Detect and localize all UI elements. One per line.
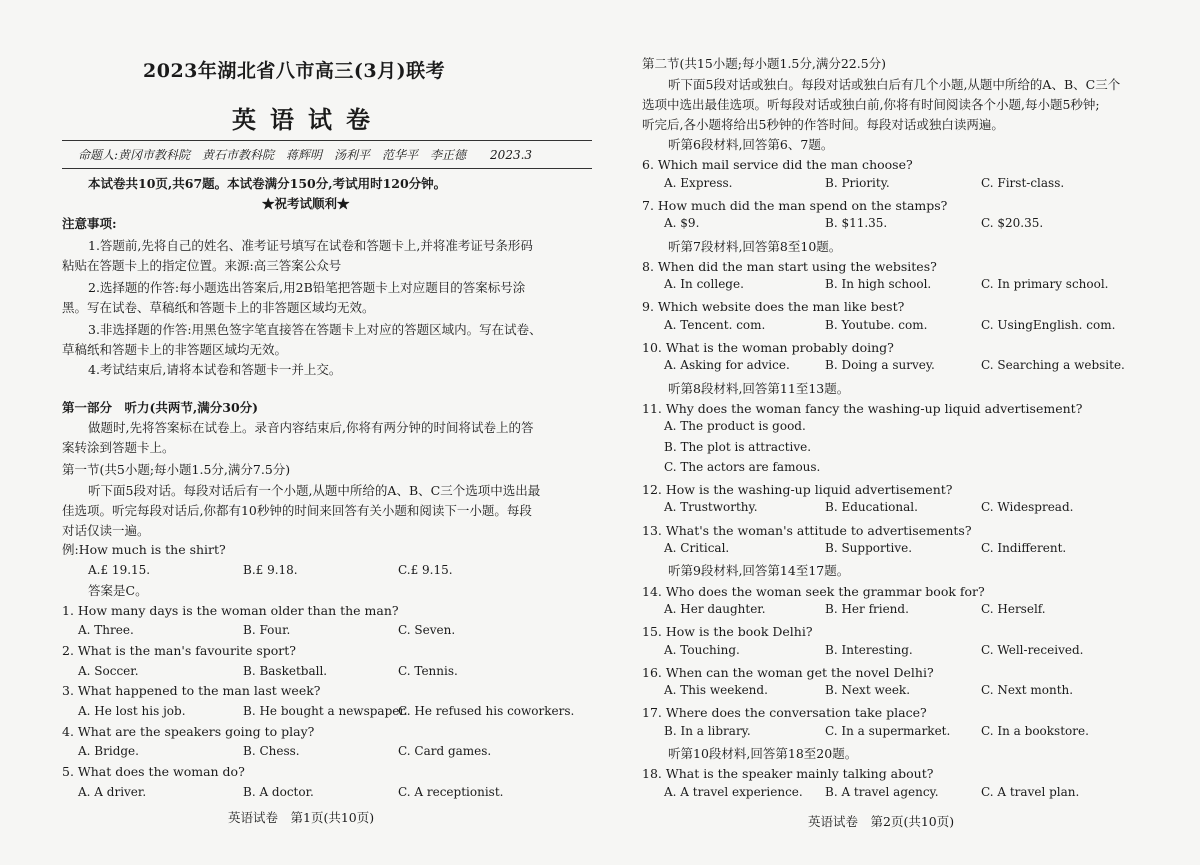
option-b: B. Supportive. (825, 541, 913, 555)
material-heading: 听第9段材料,回答第14至17题。 (668, 563, 850, 578)
right-page (620, 0, 1200, 865)
notes-heading: 注意事项: (62, 216, 117, 231)
q3-option-a: A. He lost his job. (78, 704, 186, 718)
q1-option-c: C. Seven. (398, 623, 456, 637)
example-option-a: A.£ 19.15. (88, 563, 151, 577)
option-c: C. Searching a website. (981, 358, 1125, 372)
section1-intro: 佳选项。听完每段对话后,你都有10秒钟的时间来回答有关小题和阅读下一小题。每段 (62, 503, 532, 518)
question: 16. When can the woman get the novel Delhi? (642, 665, 934, 680)
option-a: A. Her daughter. (664, 602, 766, 616)
option-a: A. Trustworthy. (664, 500, 758, 514)
section2-intro: 选项中选出最佳选项。听每段对话或独白前,你将有时间阅读各个小题,每小题5秒钟; (642, 97, 1100, 112)
option-a: A. Express. (664, 176, 733, 190)
q4-option-b: B. Chess. (243, 744, 300, 758)
option-b: B. Youtube. com. (825, 318, 928, 332)
section2-intro: 听下面5段对话或独白。每段对话或独白后有几个小题,从题中所给的A、B、C三个 (668, 77, 1121, 92)
option-b: B. In high school. (825, 277, 932, 291)
option-c: C. UsingEnglish. com. (981, 318, 1116, 332)
option-a: A. Asking for advice. (664, 358, 790, 372)
option-b: B. Her friend. (825, 602, 909, 616)
material-heading: 听第7段材料,回答第8至10题。 (668, 239, 842, 254)
q5-option-a: A. A driver. (78, 785, 147, 799)
example-question: 例:How much is the shirt? (62, 542, 226, 557)
question: 14. Who does the woman seek the grammar book for? (642, 584, 985, 599)
option-c: C. Next month. (981, 683, 1074, 697)
option-b: B. Interesting. (825, 643, 913, 657)
exam-info: 本试卷共10页,共67题。本试卷满分150分,考试用时120分钟。 (88, 176, 447, 191)
question-4: 4. What are the speakers going to play? (62, 724, 315, 739)
q1-option-a: A. Three. (78, 623, 134, 637)
section2-intro: 听完后,各小题将给出5秒钟的作答时间。每段对话或独白读两遍。 (642, 117, 1004, 132)
question: 10. What is the woman probably doing? (642, 340, 894, 355)
part1-intro: 案转涂到答题卡上。 (62, 440, 175, 455)
question: 11. Why does the woman fancy the washing-up liquid advertisement? (642, 401, 1083, 416)
option-c: C. $20.35. (981, 216, 1044, 230)
q4-option-a: A. Bridge. (78, 744, 139, 758)
option-a: A. In college. (664, 277, 744, 291)
example-option-c: C.£ 9.15. (398, 563, 453, 577)
section2-heading: 第二节(共15小题;每小题1.5分,满分22.5分) (642, 56, 887, 71)
question: 12. How is the washing-up liquid advertisement? (642, 482, 953, 497)
page-footer: 英语试卷 第1页(共10页) (228, 810, 375, 825)
option-c: C. In primary school. (981, 277, 1109, 291)
question-5: 5. What does the woman do? (62, 764, 245, 779)
section1-intro: 对话仅读一遍。 (62, 523, 150, 538)
option-line: A. The product is good. (664, 419, 806, 433)
subject-title: 英语试卷 (232, 105, 384, 134)
question: 15. How is the book Delhi? (642, 624, 813, 639)
option-c: C. Herself. (981, 602, 1046, 616)
option-a: A. Critical. (664, 541, 730, 555)
material-heading: 听第10段材料,回答第18至20题。 (668, 746, 858, 761)
note-line: 4.考试结束后,请将本试卷和答题卡一并上交。 (88, 362, 342, 377)
question-2: 2. What is the man's favourite sport? (62, 643, 296, 658)
option-a: A. Touching. (664, 643, 740, 657)
blessing: ★祝考试顺利★ (262, 196, 350, 211)
option-b: B. Doing a survey. (825, 358, 935, 372)
q4-option-c: C. Card games. (398, 744, 492, 758)
section1-intro: 听下面5段对话。每段对话后有一个小题,从题中所给的A、B、C三个选项中选出最 (88, 483, 541, 498)
option-c: C. A travel plan. (981, 785, 1080, 799)
material-heading: 听第6段材料,回答第6、7题。 (668, 137, 834, 152)
question: 18. What is the speaker mainly talking about? (642, 766, 934, 781)
option-a: A. $9. (664, 216, 700, 230)
question: 13. What's the woman's attitude to advertisements? (642, 523, 972, 538)
option-a: A. This weekend. (664, 683, 768, 697)
option-b: B. A travel agency. (825, 785, 939, 799)
question: 8. When did the man start using the websites? (642, 259, 937, 274)
q5-option-c: C. A receptionist. (398, 785, 504, 799)
note-line: 3.非选择题的作答:用黑色签字笔直接答在答题卡上对应的答题区域内。写在试卷、 (88, 322, 542, 337)
note-line: 2.选择题的作答:每小题选出答案后,用2B铅笔把答题卡上对应题目的答案标号涂 (88, 280, 526, 295)
q2-option-c: C. Tennis. (398, 664, 458, 678)
question: 9. Which website does the man like best? (642, 299, 905, 314)
exam-title: 2023年湖北省八市高三(3月)联考 (143, 60, 446, 82)
part1-intro: 做题时,先将答案标在试卷上。录音内容结束后,你将有两分钟的时间将试卷上的答 (88, 420, 534, 435)
question: 17. Where does the conversation take place? (642, 705, 927, 720)
example-option-b: B.£ 9.18. (243, 563, 298, 577)
author-divider (62, 168, 592, 169)
option-a: A. Tencent. com. (664, 318, 766, 332)
option-b: B. Next week. (825, 683, 911, 697)
option-c: C. First-class. (981, 176, 1065, 190)
note-line: 粘贴在答题卡上的指定位置。来源:高三答案公众号 (62, 258, 342, 273)
note-line: 黑。写在试卷、草稿纸和答题卡上的非答题区域均无效。 (62, 300, 375, 315)
option-a: A. A travel experience. (664, 785, 803, 799)
option-line: B. The plot is attractive. (664, 440, 812, 454)
option-a: B. In a library. (664, 724, 751, 738)
q5-option-b: B. A doctor. (243, 785, 314, 799)
question-1: 1. How many days is the woman older than the man? (62, 603, 399, 618)
option-b: B. $11.35. (825, 216, 888, 230)
q2-option-b: B. Basketball. (243, 664, 328, 678)
question: 7. How much did the man spend on the stamps? (642, 198, 948, 213)
option-c: C. Well-received. (981, 643, 1084, 657)
question: 6. Which mail service did the man choose? (642, 157, 913, 172)
q1-option-b: B. Four. (243, 623, 291, 637)
option-b: B. Priority. (825, 176, 890, 190)
top-divider (62, 140, 592, 141)
option-b: C. In a supermarket. (825, 724, 951, 738)
option-c: C. In a bookstore. (981, 724, 1089, 738)
option-c: C. Indifferent. (981, 541, 1067, 555)
option-b: B. Educational. (825, 500, 918, 514)
authors-line: 命题人:黄冈市教科院 黄石市教科院 蒋辉明 汤利平 范华平 李正德 2023.3 (78, 148, 533, 162)
example-answer: 答案是C。 (88, 583, 148, 598)
option-line: C. The actors are famous. (664, 460, 821, 474)
q3-option-c: C. He refused his coworkers. (398, 704, 575, 718)
q3-option-b: B. He bought a newspaper. (243, 704, 408, 718)
part1-heading: 第一部分 听力(共两节,满分30分) (62, 400, 259, 415)
material-heading: 听第8段材料,回答第11至13题。 (668, 381, 850, 396)
option-c: C. Widespread. (981, 500, 1074, 514)
question-3: 3. What happened to the man last week? (62, 683, 321, 698)
page-footer: 英语试卷 第2页(共10页) (808, 814, 955, 829)
section1-heading: 第一节(共5小题;每小题1.5分,满分7.5分) (62, 462, 291, 477)
note-line: 草稿纸和答题卡上的非答题区域均无效。 (62, 342, 288, 357)
note-line: 1.答题前,先将自己的姓名、准考证号填写在试卷和答题卡上,并将准考证号条形码 (88, 238, 533, 253)
q2-option-a: A. Soccer. (78, 664, 139, 678)
